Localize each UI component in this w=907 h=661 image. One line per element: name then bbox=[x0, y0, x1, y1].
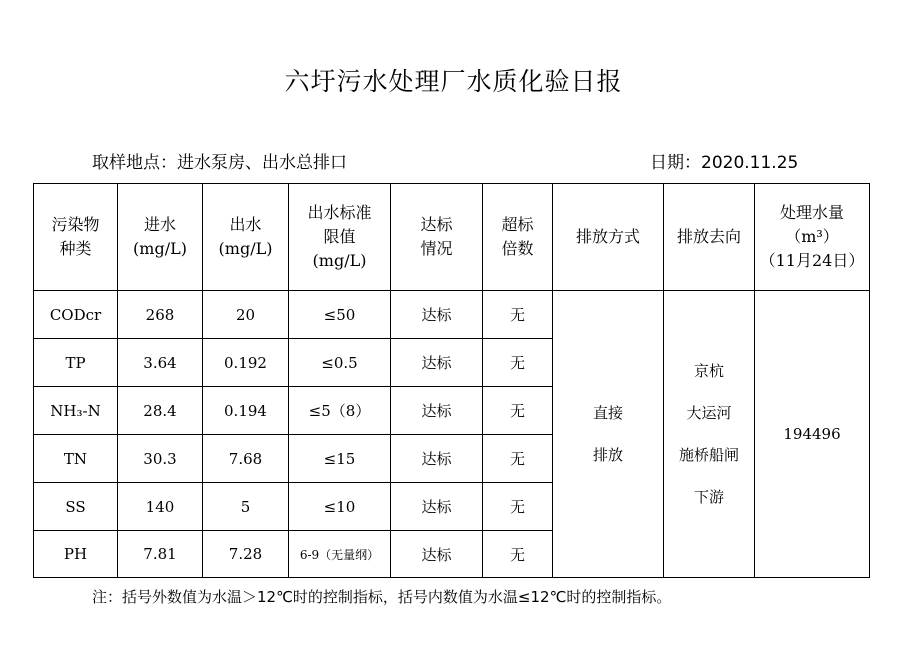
limit-cell: ≤10 bbox=[289, 483, 391, 531]
inflow-cell: 268 bbox=[118, 291, 203, 339]
pollutant-cell: PH bbox=[34, 531, 118, 578]
outflow-cell: 5 bbox=[203, 483, 289, 531]
limit-cell: ≤0.5 bbox=[289, 339, 391, 387]
pollutant-cell: TP bbox=[34, 339, 118, 387]
water-quality-table bbox=[33, 183, 870, 578]
header-inflow: 进水 (mg/L) bbox=[118, 184, 203, 291]
header-outflow: 出水 (mg/L) bbox=[203, 184, 289, 291]
exceed-cell: 无 bbox=[483, 387, 553, 435]
treated-volume-cell: 194496 bbox=[755, 291, 870, 578]
discharge-destination-cell: 京杭 大运河 施桥船闸 下游 bbox=[664, 291, 755, 578]
header-exceed: 超标 倍数 bbox=[483, 184, 553, 291]
status-cell: 达标 bbox=[391, 291, 483, 339]
header-treated-volume: 处理水量 （m³） （11月24日） bbox=[755, 184, 870, 291]
exceed-cell: 无 bbox=[483, 531, 553, 578]
pollutant-cell: SS bbox=[34, 483, 118, 531]
status-cell: 达标 bbox=[391, 483, 483, 531]
limit-cell: ≤5（8） bbox=[289, 387, 391, 435]
pollutant-cell: CODcr bbox=[34, 291, 118, 339]
inflow-cell: 3.64 bbox=[118, 339, 203, 387]
outflow-cell: 20 bbox=[203, 291, 289, 339]
inflow-cell: 30.3 bbox=[118, 435, 203, 483]
header-discharge-method: 排放方式 bbox=[553, 184, 664, 291]
limit-cell: ≤50 bbox=[289, 291, 391, 339]
header-discharge-destination: 排放去向 bbox=[664, 184, 755, 291]
header-status: 达标 情况 bbox=[391, 184, 483, 291]
status-cell: 达标 bbox=[391, 531, 483, 578]
exceed-cell: 无 bbox=[483, 291, 553, 339]
status-cell: 达标 bbox=[391, 387, 483, 435]
exceed-cell: 无 bbox=[483, 483, 553, 531]
discharge-method-cell: 直接 排放 bbox=[553, 291, 664, 578]
exceed-cell: 无 bbox=[483, 435, 553, 483]
limit-cell: ≤15 bbox=[289, 435, 391, 483]
sampling-location: 取样地点：进水泵房、出水总排口 bbox=[92, 153, 347, 173]
footnote: 注：括号外数值为水温＞12℃时的控制指标，括号内数值为水温≤12℃时的控制指标。 bbox=[92, 588, 672, 606]
status-cell: 达标 bbox=[391, 435, 483, 483]
limit-cell: 6-9（无量纲） bbox=[289, 531, 391, 578]
report-title: 六圩污水处理厂水质化验日报 bbox=[284, 67, 623, 96]
outflow-cell: 0.194 bbox=[203, 387, 289, 435]
outflow-cell: 7.28 bbox=[203, 531, 289, 578]
outflow-cell: 0.192 bbox=[203, 339, 289, 387]
table-header-row bbox=[34, 184, 870, 291]
header-pollutant: 污染物 种类 bbox=[34, 184, 118, 291]
report-date: 日期：2020.11.25 bbox=[650, 153, 799, 173]
exceed-cell: 无 bbox=[483, 339, 553, 387]
pollutant-cell: TN bbox=[34, 435, 118, 483]
inflow-cell: 28.4 bbox=[118, 387, 203, 435]
status-cell: 达标 bbox=[391, 339, 483, 387]
inflow-cell: 140 bbox=[118, 483, 203, 531]
inflow-cell: 7.81 bbox=[118, 531, 203, 578]
outflow-cell: 7.68 bbox=[203, 435, 289, 483]
header-limit: 出水标准 限值 (mg/L) bbox=[289, 184, 391, 291]
table-row bbox=[34, 291, 870, 339]
pollutant-cell: NH₃-N bbox=[34, 387, 118, 435]
